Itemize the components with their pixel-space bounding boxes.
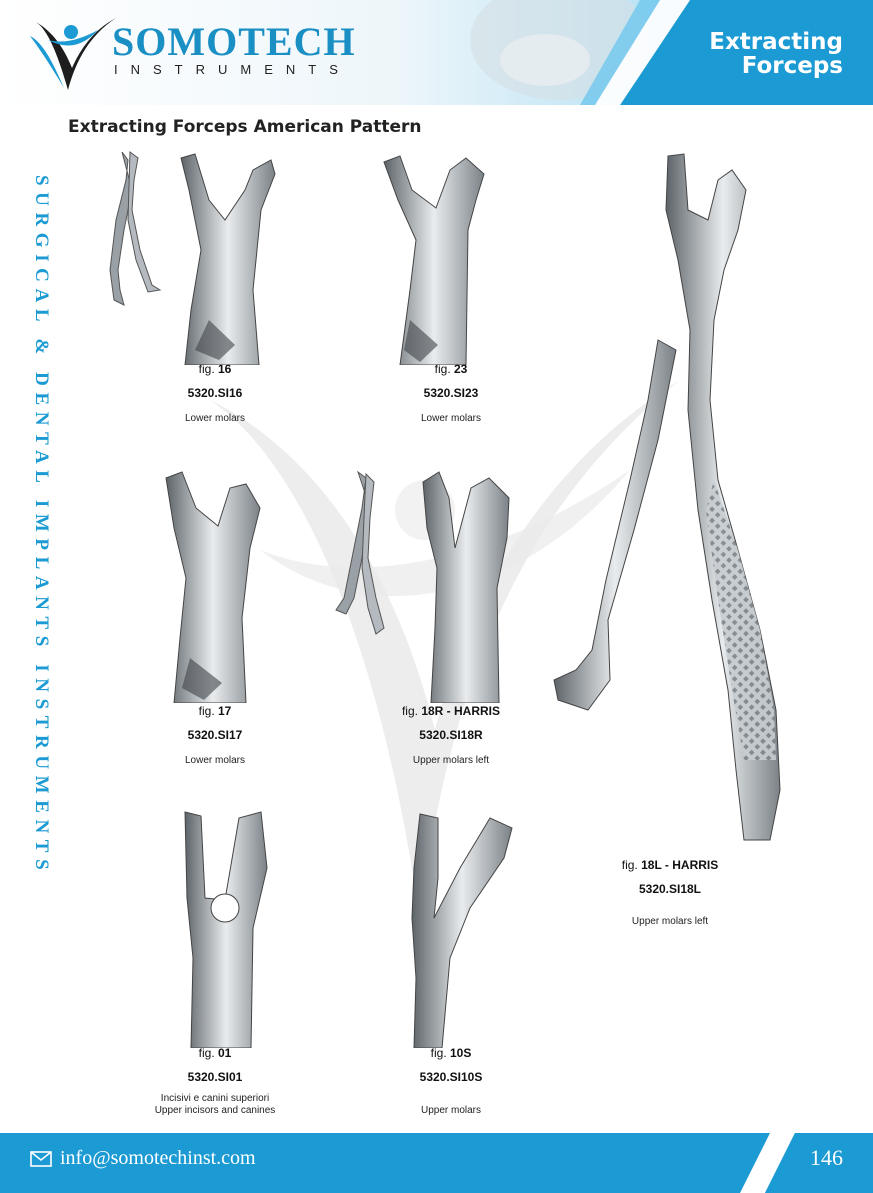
fig-label: fig. 18L - HARRIS bbox=[621, 858, 719, 872]
fig-label: fig. 17 bbox=[198, 704, 232, 718]
contact-email[interactable] bbox=[30, 1147, 256, 1170]
product-description: Lower molars bbox=[184, 413, 246, 424]
fig-label: fig. 23 bbox=[434, 362, 468, 376]
fig-label: fig. 01 bbox=[198, 1046, 232, 1060]
forceps-23-image bbox=[380, 150, 495, 365]
forceps-18r-thumbnail bbox=[330, 468, 390, 638]
forceps-16-image bbox=[175, 150, 285, 365]
product-23 bbox=[341, 362, 561, 425]
section-title-line2: Forceps bbox=[741, 53, 843, 79]
fig-label: fig. 10S bbox=[430, 1046, 472, 1060]
product-description: Upper molars bbox=[420, 1105, 482, 1116]
product-16 bbox=[105, 362, 325, 425]
page-header bbox=[0, 0, 873, 105]
product-18l bbox=[560, 858, 780, 928]
product-code: 5320.SI23 bbox=[423, 386, 479, 400]
envelope-icon bbox=[30, 1151, 52, 1167]
brand-name: SOMOTECH bbox=[112, 19, 356, 64]
product-17 bbox=[105, 704, 325, 767]
product-description: Upper molars left bbox=[412, 755, 490, 766]
forceps-18r-image bbox=[415, 468, 525, 703]
page-footer bbox=[0, 1133, 873, 1193]
product-code: 5320.SI16 bbox=[187, 386, 243, 400]
product-10s bbox=[341, 1046, 561, 1117]
section-title bbox=[709, 30, 843, 78]
email-text[interactable]: info@somotechinst.com bbox=[60, 1147, 256, 1169]
product-description: Upper molars left bbox=[631, 916, 709, 927]
section-title-line1: Extracting bbox=[709, 29, 843, 55]
brand-subtitle: INSTRUMENTS bbox=[114, 62, 351, 77]
forceps-10s-image bbox=[400, 808, 520, 1048]
product-description-en: Upper incisors and canines bbox=[154, 1105, 276, 1116]
product-description bbox=[105, 1093, 325, 1117]
forceps-17-image bbox=[160, 468, 270, 703]
product-code: 5320.SI10S bbox=[419, 1070, 483, 1084]
forceps-16-thumbnail bbox=[100, 150, 170, 310]
forceps-18l-image bbox=[548, 150, 788, 850]
product-description: Lower molars bbox=[420, 413, 482, 424]
fig-label: fig. 16 bbox=[198, 362, 232, 376]
product-18r bbox=[341, 704, 561, 767]
product-code: 5320.SI18R bbox=[419, 728, 483, 742]
product-description: Lower molars bbox=[184, 755, 246, 766]
product-code: 5320.SI01 bbox=[187, 1070, 243, 1084]
product-description-it: Incisivi e canini superiori bbox=[160, 1093, 270, 1104]
product-code: 5320.SI17 bbox=[187, 728, 243, 742]
product-code: 5320.SI18L bbox=[638, 882, 702, 896]
somotech-logo bbox=[28, 10, 118, 94]
page-number: 146 bbox=[810, 1145, 843, 1170]
forceps-01-image bbox=[175, 808, 275, 1048]
page-title: Extracting Forceps American Pattern bbox=[68, 117, 422, 137]
product-01 bbox=[105, 1046, 325, 1117]
side-vertical-text: SURGICAL & DENTAL IMPLANTS INSTRUMENTS bbox=[31, 175, 52, 877]
fig-label: fig. 18R - HARRIS bbox=[401, 704, 501, 718]
